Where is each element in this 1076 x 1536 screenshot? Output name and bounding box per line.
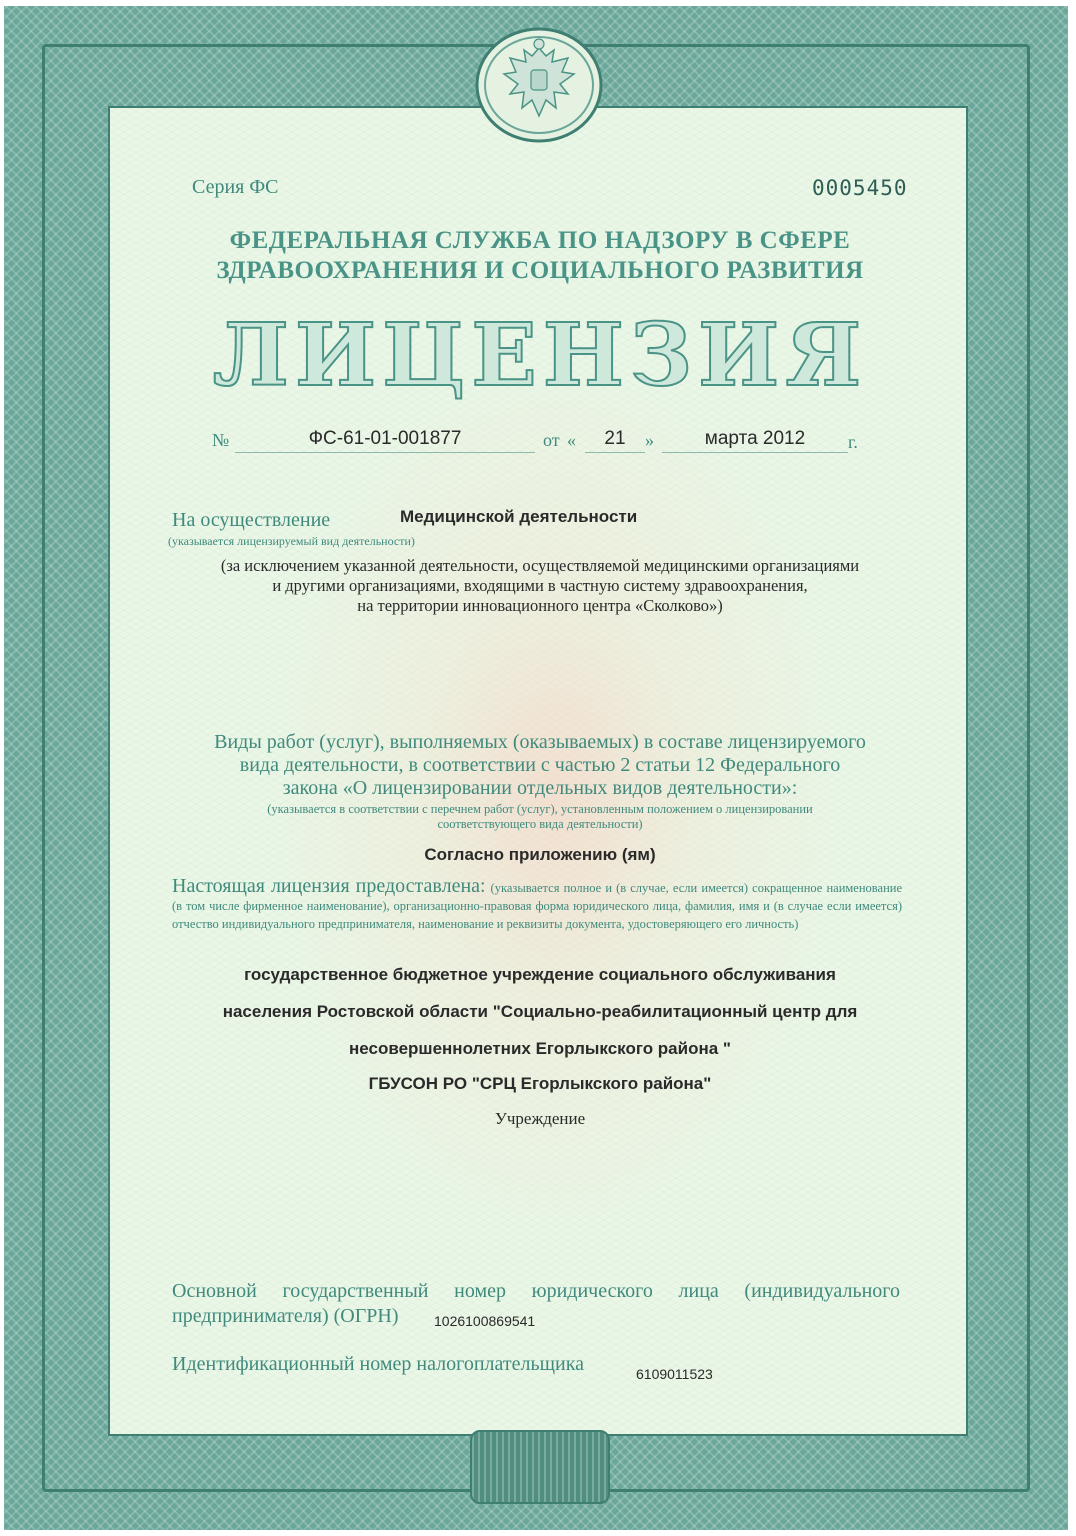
works-hint <box>160 802 920 832</box>
series-label: Серия ФС <box>192 176 279 198</box>
agency-line-1: ФЕДЕРАЛЬНАЯ СЛУЖБА ПО НАДЗОРУ В СФЕРЕ <box>229 227 851 254</box>
purpose-value: Медицинской деятельности <box>400 507 638 526</box>
granted-hint: (указывается полное и (в случае, если имеется) сокращенное наименование (в том числе фирменное наименование), организационно-правовая форма юридического лица, фамилия, имя и (в случае если имеется) отчество индивидуального предпринимателя, наименование и реквизиты документа, удостоверяющего его личность) <box>172 881 902 931</box>
granted-block <box>172 875 902 933</box>
serial-number: 0005450 <box>812 176 908 200</box>
org-name-line-3: несовершеннолетних Егорлыкского района " <box>349 1039 731 1058</box>
org-type: Учреждение <box>494 1109 586 1128</box>
russian-coat-of-arms-icon <box>474 26 604 144</box>
agency-line-2: ЗДРАВООХРАНЕНИЯ И СОЦИАЛЬНОГО РАЗВИТИЯ <box>216 257 864 284</box>
works-value: Согласно приложению (ям) <box>424 845 656 864</box>
quote-open: « <box>567 430 576 450</box>
exclusion-line-3: на территории инновационного центра «Сколково») <box>357 596 723 615</box>
exclusion-line-1: (за исключением указанной деятельности, осуществляемой медицинскими организациями <box>220 556 860 575</box>
org-name-line-2: населения Ростовской области "Социально-реабилитационный центр для <box>222 1002 858 1021</box>
works-text <box>120 731 960 800</box>
purpose-label: На осуществление <box>172 509 331 531</box>
granted-label: Настоящая лицензия предоставлена: <box>172 875 486 897</box>
org-name-line-1: государственное бюджетное учреждение социального обслуживания <box>244 965 836 984</box>
exclusion-line-2: и другими организациями, входящими в частную систему здравоохранения, <box>272 576 808 595</box>
purpose-exclusion <box>150 556 930 616</box>
org-short-name: ГБУСОН РО "СРЦ Егорлыкского района" <box>368 1074 712 1093</box>
date-from-label: от <box>543 430 560 450</box>
issue-day: 21 <box>585 428 645 453</box>
works-line-3: закона «О лицензировании отдельных видов деятельности»: <box>282 777 798 799</box>
ogrn-value: 1026100869541 <box>434 1313 536 1329</box>
document-title: ЛИЦЕНЗИЯ <box>212 305 868 406</box>
inn-value: 6109011523 <box>636 1366 713 1382</box>
bottom-ornament <box>470 1430 610 1504</box>
inn-label: Идентификационный номер налогоплательщика <box>172 1353 585 1375</box>
works-hint-line-1: (указывается в соответствии с перечнем работ (услуг), установленным положением о лицензировании <box>267 802 813 816</box>
works-line-2: вида деятельности, в соответствии с частью 2 статьи 12 Федерального <box>239 754 841 776</box>
license-number: ФС-61-01-001877 <box>235 428 535 453</box>
ogrn-label: Основной государственный номер юридического лица (индивидуального предпринимателя) (ОГРН) <box>172 1280 900 1327</box>
issue-month-year: марта 2012 <box>662 428 848 453</box>
year-suffix: г. <box>848 432 858 452</box>
purpose-hint: (указывается лицензируемый вид деятельности) <box>168 534 415 548</box>
number-sign: № <box>212 430 230 450</box>
quote-close: » <box>645 430 654 450</box>
works-hint-line-2: соответствующего вида деятельности) <box>437 817 643 831</box>
works-line-1: Виды работ (услуг), выполняемых (оказываемых) в составе лицензируемого <box>214 731 866 753</box>
